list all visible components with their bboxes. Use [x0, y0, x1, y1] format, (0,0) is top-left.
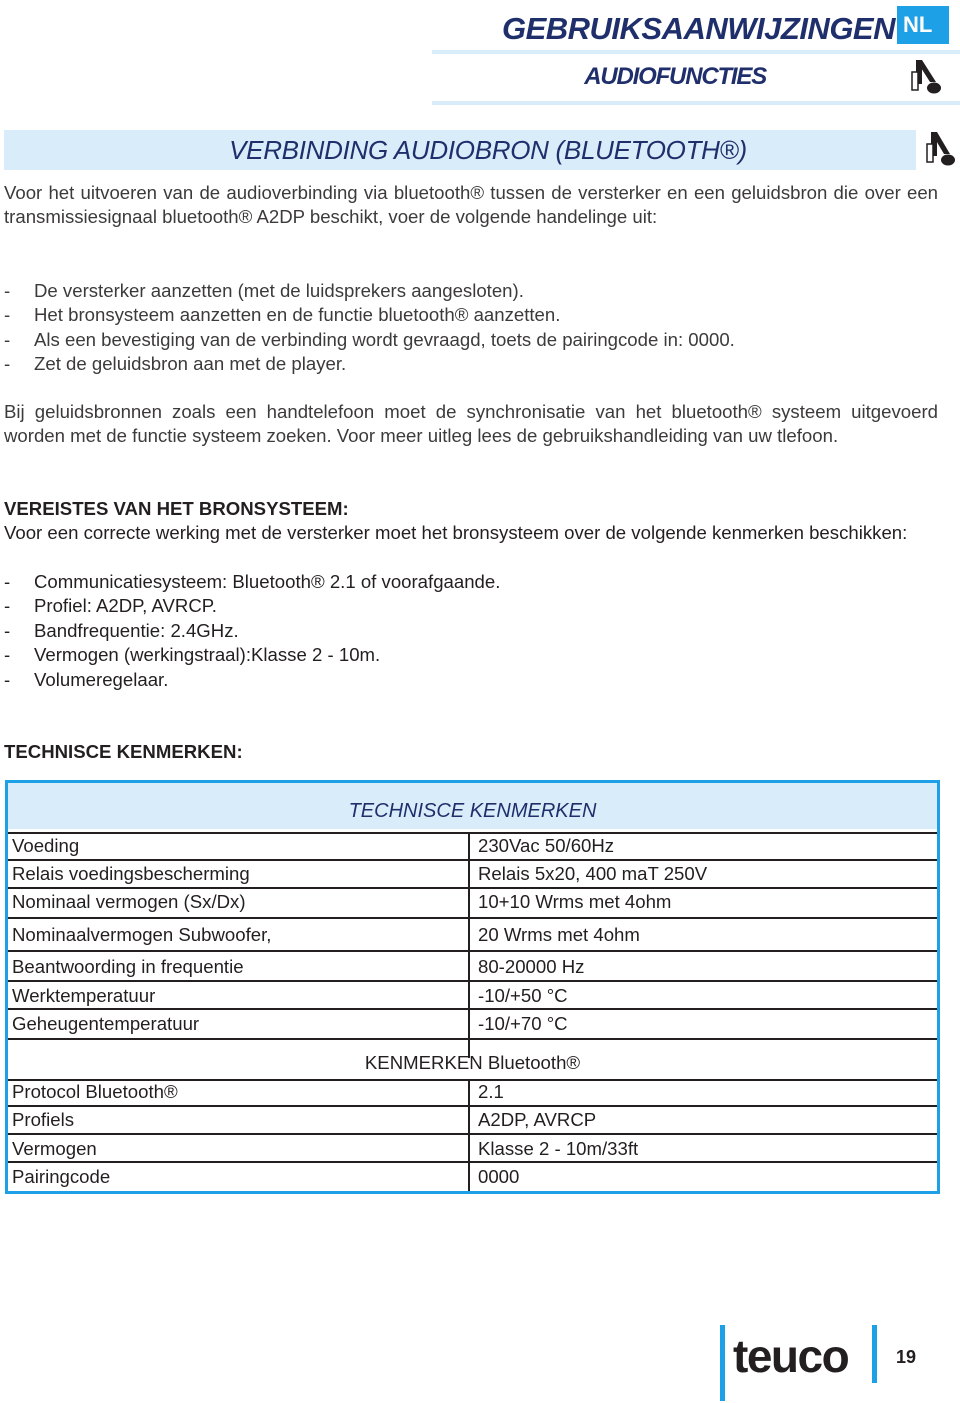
bluetooth-label: Pairingcode — [12, 1166, 111, 1187]
bluetooth-subheading: KENMERKEN Bluetooth® — [364, 1052, 581, 1073]
section-title: VERBINDING AUDIOBRON (BLUETOOTH®) — [229, 135, 747, 165]
list-item: - Bandfrequentie: 2.4GHz. — [4, 619, 239, 641]
bluetooth-label: Profiels — [12, 1109, 75, 1130]
specs-table-body — [8, 783, 937, 1191]
header-rule-bottom — [432, 101, 960, 105]
bluetooth-value: 2.1 — [478, 1081, 504, 1102]
requirements-heading: VEREISTES VAN HET BRONSYSTEEM: — [4, 498, 349, 519]
spec-value: Relais 5x20, 400 maT 250V — [478, 863, 708, 884]
table-divider — [8, 1038, 937, 1040]
intro-paragraph: Voor het uitvoeren van de audioverbinding via bluetooth® tussen de versterker en een geluidsbron die over een transmissiesignaal bluetooth® A2DP beschikt, voer de volgende handelinge uit: — [4, 182, 938, 228]
header-rule-top — [432, 50, 960, 54]
table-divider — [8, 950, 937, 952]
specs-table — [5, 780, 940, 1194]
logo-accent-bar — [720, 1325, 725, 1401]
list-item: - Vermogen (werkingstraal):Klasse 2 - 10m. — [4, 644, 381, 666]
spec-label: Nominaalvermogen Subwoofer, — [12, 924, 272, 945]
list-item: - Communicatiesysteem: Bluetooth® 2.1 of voorafgaande. — [4, 571, 501, 592]
brand-logo: teuco — [733, 1330, 849, 1382]
spec-label: Voeding — [12, 835, 80, 856]
spec-label: Relais voedingsbescherming — [12, 863, 250, 884]
spec-label: Nominaal vermogen (Sx/Dx) — [12, 891, 246, 912]
list-item: - Als een bevestiging van de verbinding wordt gevraagd, toets de pairingcode in: 0000. — [4, 328, 735, 350]
list-item: - Het bronsysteem aanzetten en de functie bluetooth® aanzetten. — [4, 304, 561, 326]
bluetooth-value: A2DP, AVRCP — [478, 1109, 597, 1130]
requirements-list — [4, 570, 934, 692]
list-item: - De versterker aanzetten (met de luidsprekers aangesloten). — [4, 280, 524, 301]
table-divider — [8, 1133, 937, 1135]
page-number: 19 — [896, 1347, 917, 1367]
requirements-intro: Voor een correcte werking met de versterker moet het bronsysteem over de volgende kenmerken beschikken: — [4, 522, 908, 543]
table-divider — [8, 859, 937, 861]
bluetooth-value: 0000 — [478, 1166, 520, 1187]
table-column-divider — [468, 1079, 470, 1191]
spec-value: -10/+70 °C — [478, 1013, 568, 1034]
table-divider — [8, 832, 937, 834]
bluetooth-label: Protocol Bluetooth® — [12, 1081, 178, 1102]
table-divider — [8, 887, 937, 889]
spec-value: 230Vac 50/60Hz — [478, 835, 615, 856]
sync-note-paragraph: Bij geluidsbronnen zoals een handtelefoon moet de synchronisatie van het bluetooth® systeem uitgevoerd worden met de functie systeem zoeken. Voor meer uitleg lees de gebruikshandleiding van uw tlefoon. — [4, 401, 938, 447]
table-divider — [8, 980, 937, 982]
specs-table-title: TECHNISCE KENMERKEN — [8, 783, 937, 829]
spec-label: Werktemperatuur — [12, 985, 156, 1006]
spec-label: Beantwoording in frequentie — [12, 956, 244, 977]
language-badge: NL — [897, 6, 949, 44]
list-item: - Zet de geluidsbron aan met de player. — [4, 353, 347, 375]
table-divider — [8, 1105, 937, 1107]
steps-list — [4, 279, 934, 377]
music-note-icon — [906, 58, 944, 96]
spec-value: 20 Wrms met 4ohm — [478, 924, 640, 945]
table-divider — [8, 1008, 937, 1010]
spec-value: -10/+50 °C — [478, 985, 568, 1006]
page-header-title: GEBRUIKSAANWIJZINGEN — [501, 11, 895, 46]
spec-value: 10+10 Wrms met 4ohm — [478, 891, 672, 912]
specs-heading: TECHNISCE KENMERKEN: — [4, 741, 243, 762]
table-divider — [8, 1161, 937, 1163]
table-column-divider — [468, 832, 470, 1058]
list-item: - Volumeregelaar. — [4, 668, 169, 690]
logo-accent-bar — [872, 1325, 877, 1383]
music-note-icon — [922, 130, 958, 168]
page-header-subtitle: AUDIOFUNCTIES — [584, 63, 766, 90]
bluetooth-value: Klasse 2 - 10m/33ft — [478, 1138, 639, 1159]
list-item: - Profiel: A2DP, AVRCP. — [4, 595, 217, 617]
bluetooth-label: Vermogen — [12, 1138, 97, 1159]
spec-label: Geheugentemperatuur — [12, 1013, 200, 1034]
spec-value: 80-20000 Hz — [478, 956, 585, 977]
table-divider — [8, 917, 937, 919]
section-title-bar — [4, 130, 916, 170]
